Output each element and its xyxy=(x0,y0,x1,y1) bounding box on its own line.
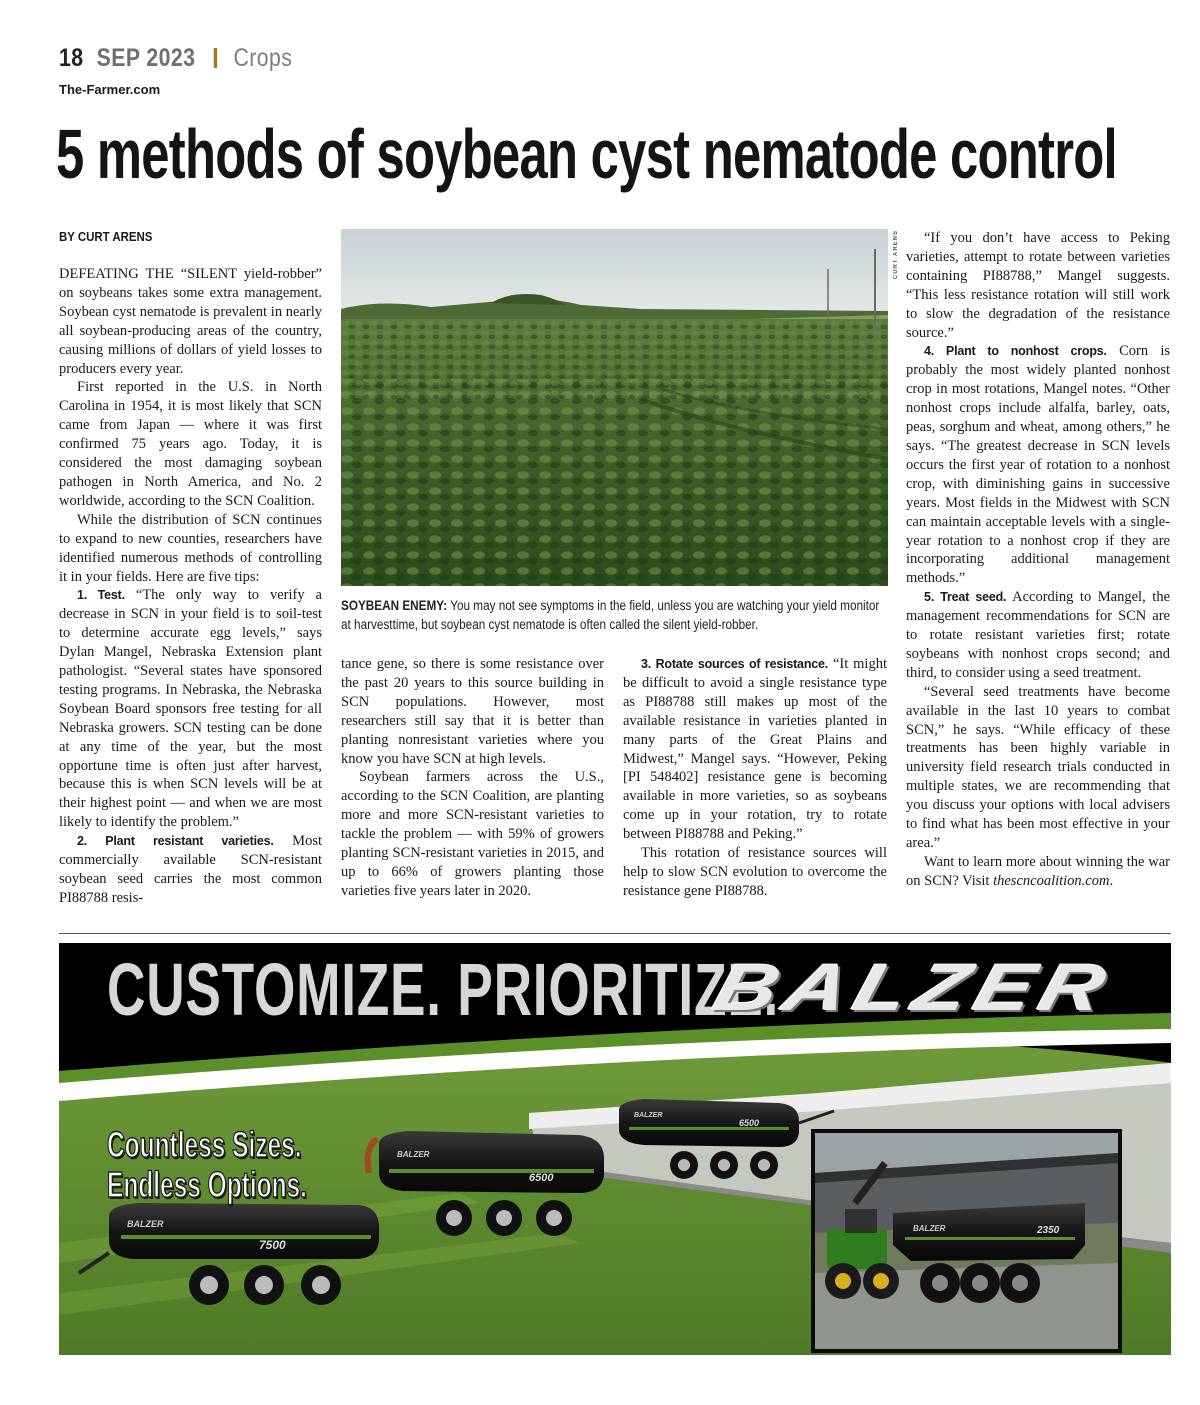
closing-end: . xyxy=(1109,872,1114,889)
soybean-field-photo xyxy=(341,229,888,586)
closing-paragraph xyxy=(906,853,1170,891)
byline: BY CURT ARENS xyxy=(59,229,153,244)
article-column-2 xyxy=(341,655,604,901)
issue-date: SEP 2023 xyxy=(96,44,196,72)
balzer-advertisement[interactable] xyxy=(59,943,1171,1355)
tip-4-heading: 4. Plant to nonhost crops. xyxy=(924,344,1107,359)
site-url[interactable]: The-Farmer.com xyxy=(59,82,161,97)
balzer-logo-text: BALZER xyxy=(706,950,1122,1024)
tip-1 xyxy=(59,586,322,832)
tank-label-1: 7500 xyxy=(259,1238,286,1252)
section-rule xyxy=(59,933,1171,934)
closing-text: Want to learn more about winning the war on SCN? Visit xyxy=(906,853,1170,889)
tip-2 xyxy=(59,832,322,908)
tip-4-text: Corn is probably the most widely planted nonhost crop in most rotations, Mangel notes. “Other nonhost crops include alfalfa, barley, oats, peas, sorghum and wheat, among others,” he says. “The greatest decrease in SCN levels occurs the first year of rotation to a nonhost crop, with diminishing gains in successive years. Most fields in the Midwest with SCN can maintain acceptable levels with a single-year rotation to a nonhost crop if they are incorporating additional management methods.” xyxy=(906,343,1170,587)
tip-2-heading: 2. Plant resistant varieties. xyxy=(77,834,274,849)
tip-3-heading: 3. Rotate sources of resistance. xyxy=(641,657,829,671)
lead-in: DEFEATING THE “SILENT yield-robber” xyxy=(59,266,322,282)
lead-paragraph xyxy=(59,265,322,378)
article-column-3 xyxy=(623,655,887,901)
field-photo-illustration xyxy=(341,229,888,586)
grain-cart-inset-photo xyxy=(811,1129,1122,1353)
paragraph: “If you don’t have access to Peking varieties, attempt to rotate between varieties containing PI88788,” Mangel suggests. “This less resistance rotation will still work to slow the degradation of the resistance source.” xyxy=(906,230,1170,341)
caption-text: You may not see symptoms in the field, unless you are watching your yield monitor at harvesttime, but soybean cyst nematode is often called the silent yield-robber. xyxy=(341,598,880,632)
page-number: 18 xyxy=(59,44,84,72)
paragraph: Soybean farmers across the U.S., according to the SCN Coalition, are planting more and more SCN-resistant varieties to tackle the problem — with 59% of growers planting SCN-resistant varieties in 2015, and up to 66% of growers planting those varieties five years later in 2020. xyxy=(341,769,604,899)
photo-credit: CURT ARENS xyxy=(893,230,899,280)
paragraph: This rotation of resistance sources will help to slow SCN evolution to overcome the resistance gene PI88788. xyxy=(623,845,887,899)
headline: 5 methods of soybean cyst nematode control xyxy=(56,115,1117,193)
ad-headline: CUSTOMIZE. PRIORITIZE. xyxy=(107,948,780,1031)
paragraph: While the distribution of SCN continues to expand to new counties, researchers have identified numerous methods of controlling it in your fields. Here are five tips: xyxy=(59,511,322,585)
folio xyxy=(59,44,292,73)
tip-3-text: “It might be difficult to avoid a single resistance type as PI88788 still makes up most of the available resistance in varieties planted in many parts of the Great Plains and Midwest,” Mangel says. “However, Peking [PI 548402] resistance gene is becoming available in more varieties, so as soybeans come up in your rotation, try to rotate between PI88788 and Peking.” xyxy=(623,656,887,843)
tank-label-3: 6500 xyxy=(739,1118,760,1128)
tip-3 xyxy=(623,655,887,844)
caption-body xyxy=(341,597,889,634)
tank-brand-4: BALZER xyxy=(913,1224,946,1233)
tip-5-text: According to Mangel, the management recommendations for SCN are to rotate resistant varieties first; rotate soybeans with nonhost crops second; and third, to consider using a seed treatment. xyxy=(906,589,1170,681)
coalition-link[interactable]: thescncoalition.com xyxy=(993,872,1110,889)
balzer-logo[interactable] xyxy=(706,950,1122,1024)
tank-brand-1: BALZER xyxy=(127,1219,164,1229)
tip-5 xyxy=(906,588,1170,683)
article-column-4 xyxy=(906,229,1170,891)
folio-divider xyxy=(214,48,217,68)
lead-text: on soybeans takes some extra management. Soybean cyst nematode is prevalent in nearly all soybean-producing areas of the country, causing millions of dollars of yield losses to producers every year. xyxy=(59,284,322,377)
article-column-1 xyxy=(59,265,322,908)
ad-tagline-line-1: Countless Sizes. xyxy=(107,1124,302,1165)
paragraph: tance gene, so there is some resistance over the past 20 years to this source building in SCN populations. However, most researchers still say that it is better than planting nonresistant varieties where you know you have SCN at high levels. xyxy=(341,656,604,767)
grain-cart-illustration xyxy=(815,1133,1118,1349)
paragraph: “Several seed treatments have become available in the last 10 years to combat SCN,” he says. “While efficacy of these treatments has been highly variable in university field research trials conducted in multiple states, we are recommending that you discuss your options with local advisers to find what has been most effective in your area.” xyxy=(906,683,1170,851)
paragraph: First reported in the U.S. in North Carolina in 1954, it is most likely that SCN came from Japan — where it was first confirmed 75 years ago. Today, it is considered the most damaging soybean pathogen in North America, and No. 2 worldwide, according to the SCN Coalition. xyxy=(59,379,322,509)
tip-4 xyxy=(906,342,1170,588)
ad-tagline-line-2: Endless Options. xyxy=(107,1164,307,1205)
tank-brand-2: BALZER xyxy=(397,1150,430,1159)
tip-5-heading: 5. Treat seed. xyxy=(924,590,1007,605)
tip-1-heading: 1. Test. xyxy=(77,588,125,603)
photo-caption xyxy=(341,597,888,634)
caption-lead: SOYBEAN ENEMY: xyxy=(341,598,448,613)
ad-tagline xyxy=(107,1125,307,1205)
tank-brand-3: BALZER xyxy=(634,1112,663,1119)
tank-label-2: 6500 xyxy=(529,1172,554,1184)
tank-label-4: 2350 xyxy=(1037,1225,1060,1236)
tip-2-text: Most commercially available SCN-resistant soybean seed carries the most common PI88788 resis- xyxy=(59,833,322,906)
tip-1-text: “The only way to verify a decrease in SCN in your field is to soil-test to determine accurate egg levels,” says Dylan Mangel, Nebraska Extension plant pathologist. “Several states have sponsored testing programs. In Nebraska, the Nebraska Soybean Board sponsors free testing for all Nebraska growers. SCN testing can be done at any time of the year, but the most opportune time is often just after harvest, because this is when SCN levels will be at their highest point — and when we are most likely to identify the problem.” xyxy=(59,587,322,831)
section-name: Crops xyxy=(233,44,293,72)
